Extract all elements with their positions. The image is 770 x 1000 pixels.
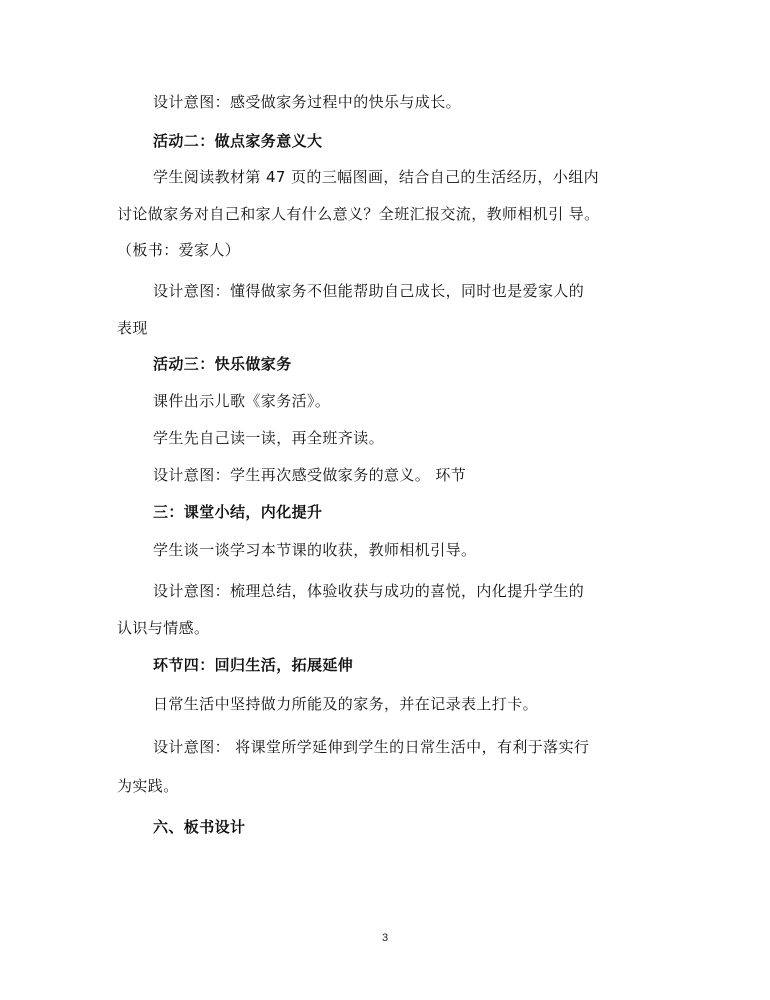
blackboard-note: （板书：爱家人）	[117, 241, 241, 259]
activity-two-text-line-2: 讨论做家务对自己和家人有什么意义？全班汇报交流，教师相机引 导。	[117, 205, 600, 223]
activity-two-heading: 活动二：做点家务意义大	[153, 132, 323, 150]
design-intent-practice-line-1: 设计意图： 将课堂所学延伸到学生的日常生活中，有利于落实行	[153, 738, 590, 756]
activity-two-text-line-1: 学生阅读教材第 47 页的三幅图画，结合自己的生活经历，小组内	[153, 168, 600, 186]
section-four-text: 日常生活中坚持做力所能及的家务，并在记录表上打卡。	[153, 695, 539, 713]
section-four-heading: 环节四：回归生活，拓展延伸	[153, 656, 354, 674]
activity-three-courseware: 课件出示儿歌《家务活》。	[153, 392, 331, 410]
design-intent-joy: 设计意图：感受做家务过程中的快乐与成长。	[153, 93, 462, 111]
design-intent-love-family-line-2: 表现	[117, 319, 148, 337]
design-intent-summary-line-2: 认识与情感。	[117, 619, 210, 637]
section-three-heading: 三：课堂小结，内化提升	[153, 503, 323, 521]
design-intent-meaning: 设计意图：学生再次感受做家务的意义。 环节	[153, 466, 467, 484]
design-intent-love-family-line-1: 设计意图：懂得做家务不但能帮助自己成长，同时也是爱家人的	[153, 282, 585, 300]
activity-three-heading: 活动三：快乐做家务	[153, 355, 292, 373]
activity-three-reading: 学生先自己读一读，再全班齐读。	[153, 429, 385, 447]
section-six-heading: 六、板书设计	[153, 818, 246, 836]
design-intent-summary-line-1: 设计意图：梳理总结，体验收获与成功的喜悦，内化提升学生的	[153, 582, 585, 600]
design-intent-practice-line-2: 为实践。	[117, 777, 179, 795]
page-number: 3	[381, 932, 389, 944]
section-three-text: 学生谈一谈学习本节课的收获，教师相机引导。	[153, 541, 477, 559]
